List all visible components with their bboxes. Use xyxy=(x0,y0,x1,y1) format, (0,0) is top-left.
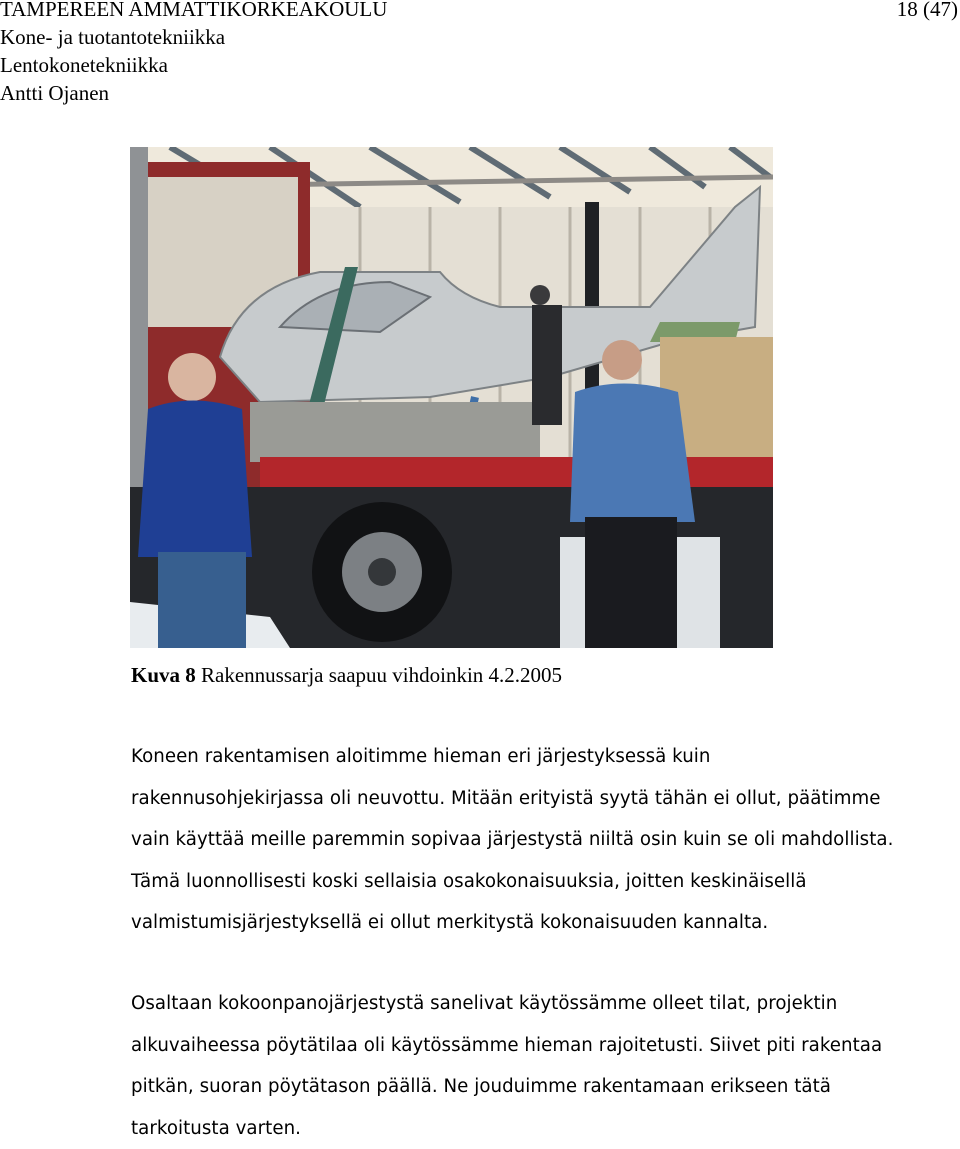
paragraph-line: Osaltaan kokoonpanojärjestystä sanelivat käytössämme olleet tilat, projektin xyxy=(131,983,931,1025)
paragraph-line: pitkän, suoran pöytätason päällä. Ne jouduimme rakentamaan erikseen tätä xyxy=(131,1066,931,1108)
department-name: Kone- ja tuotantotekniikka xyxy=(0,25,225,49)
figure-label: Kuva 8 xyxy=(131,663,196,687)
paragraph-2 xyxy=(131,983,931,1149)
paragraph-line: valmistumisjärjestyksellä ei ollut merkitystä kokonaisuuden kannalta. xyxy=(131,902,931,944)
paragraph-line: Koneen rakentamisen aloitimme hieman eri järjestyksessä kuin xyxy=(131,736,931,778)
figure-caption-text: Rakennussarja saapuu vihdoinkin 4.2.2005 xyxy=(201,663,562,687)
paragraph-1 xyxy=(131,736,931,944)
author-name: Antti Ojanen xyxy=(0,81,109,105)
paragraph-line: Tämä luonnollisesti koski sellaisia osakokonaisuuksia, joitten keskinäisellä xyxy=(131,861,931,903)
figure-photo xyxy=(130,147,773,648)
paragraph-line: vain käyttää meille paremmin sopivaa järjestystä niiltä osin kuin se oli mahdollista. xyxy=(131,819,931,861)
paragraph-line: tarkoitusta varten. xyxy=(131,1108,931,1149)
program-name: Lentokonetekniikka xyxy=(0,53,168,77)
page-number: 18 (47) xyxy=(897,0,958,21)
figure-caption xyxy=(131,662,562,688)
paragraph-line: rakennusohjekirjassa oli neuvottu. Mitään erityistä syytä tähän ei ollut, päätimme xyxy=(131,778,931,820)
institution-name: TAMPEREEN AMMATTIKORKEAKOULU xyxy=(0,0,387,21)
paragraph-line: alkuvaiheessa pöytätilaa oli käytössämme hieman rajoitetusti. Siivet piti rakentaa xyxy=(131,1025,931,1067)
